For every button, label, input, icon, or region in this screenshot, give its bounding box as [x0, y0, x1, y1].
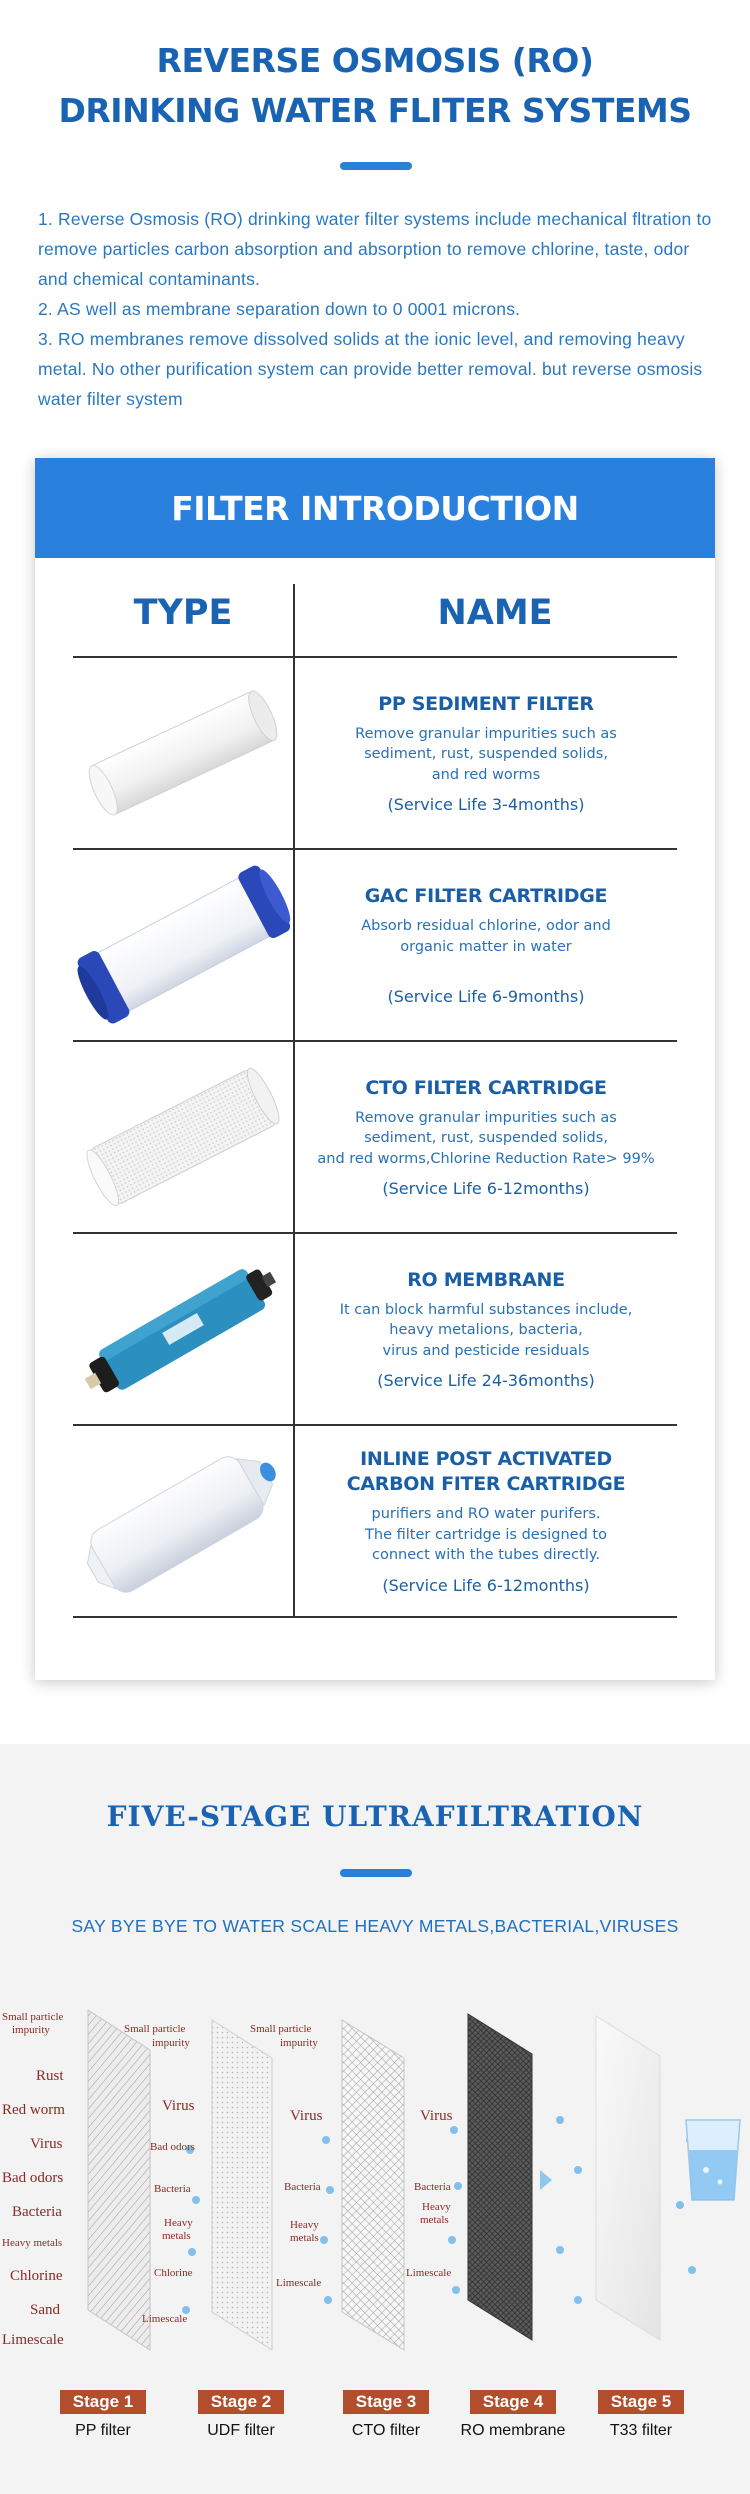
filter-introduction-header: FILTER INTRODUCTION: [35, 458, 715, 558]
filter-row-cto: [73, 1042, 677, 1232]
filter-description: Remove granular impurities such as sediment, rust, suspended solids, and red worms: [355, 725, 617, 783]
page-title: [0, 36, 750, 136]
impurity-label: metals: [420, 2214, 449, 2226]
impurity-label: Virus: [420, 2108, 453, 2124]
intro-point-2: 2. AS well as membrane separation down to 0 0001 microns.: [38, 299, 521, 319]
filter-name: GAC FILTER CARTRIDGE: [364, 885, 608, 907]
impurity-label: metals: [290, 2232, 319, 2244]
filter-info: [295, 658, 677, 848]
impurity-label: Bacteria: [414, 2181, 451, 2193]
five-stage-subtitle: SAY BYE BYE TO WATER SCALE HEAVY METALS,BACTERIAL,VIRUSES: [71, 1916, 679, 1936]
impurity-label: Bacteria: [284, 2181, 321, 2193]
stage-4-name: RO membrane: [460, 2422, 566, 2439]
filter-info: [295, 1234, 677, 1424]
filter-row-inline-carbon: [73, 1426, 677, 1616]
stage-3-badge: Stage 3: [343, 2390, 429, 2414]
impurity-label: Heavy: [164, 2217, 193, 2229]
impurity-label: Limescale: [406, 2267, 452, 2279]
inline-post-carbon-filter-icon: [73, 1426, 293, 1616]
pp-filter-cartridge-icon: [73, 658, 293, 848]
impurity-label: impurity: [152, 2037, 190, 2049]
impurity-label: Small particle: [124, 2023, 186, 2035]
stage-3-name: CTO filter: [351, 2422, 421, 2439]
stage-5-membrane: [596, 2016, 660, 2340]
intro-point-3: 3. RO membranes remove dissolved solids at the ionic level, and removing heavy metal. No other purification system can provide better removal. but reverse osmosis water filter system: [38, 329, 703, 409]
impurity-label: Virus: [30, 2136, 63, 2152]
filter-info: [295, 1426, 677, 1616]
flow-arrow-icon: [540, 2170, 552, 2190]
column-header-type: TYPE: [133, 593, 233, 633]
impurity-label: Heavy: [422, 2201, 451, 2213]
impurity-label: Limescale: [2, 2332, 64, 2348]
filter-description: Remove granular impurities such as sediment, rust, suspended solids, and red worms,Chlorine Reduction Rate> 99%: [317, 1109, 655, 1167]
stage-2-badge: Stage 2: [198, 2390, 284, 2414]
filter-info: [295, 1042, 677, 1232]
impurity-label: Bad odors: [2, 2170, 64, 2186]
filter-name: PP SEDIMENT FILTER: [378, 692, 594, 715]
impurity-label: Chlorine: [10, 2268, 63, 2284]
stage-5-name: T33 filter: [609, 2422, 673, 2439]
stage-4-membrane: [468, 2014, 532, 2340]
stage-4-badge: Stage 4: [470, 2390, 556, 2414]
filter-service-life: (Service Life 24-36months): [377, 1371, 595, 1391]
impurity-label: Limescale: [276, 2277, 322, 2289]
filter-name: INLINE POST ACTIVATED CARBON FITER CARTRIDGE: [346, 1448, 626, 1496]
row-divider: [73, 1616, 677, 1618]
filter-description: It can block harmful substances include, heavy metalions, bacteria, virus and pesticide residuals: [339, 1301, 633, 1359]
five-stage-title: FIVE-STAGE ULTRAFILTRATION: [106, 1800, 644, 1833]
filtration-stages-diagram: [0, 1990, 750, 2370]
five-stage-accent-bar: [340, 1869, 412, 1877]
impurity-label: impurity: [280, 2037, 318, 2049]
cto-filter-cartridge-icon: [73, 1042, 293, 1232]
filter-service-life: (Service Life 6-12months): [382, 1179, 590, 1199]
filter-service-life: (Service Life 3-4months): [387, 795, 585, 815]
impurity-label: Rust: [36, 2068, 64, 2084]
stage-5-badge: Stage 5: [598, 2390, 684, 2414]
filter-name: CTO FILTER CARTRIDGE: [365, 1076, 607, 1099]
stage-2-membrane: [212, 2020, 272, 2350]
column-header-name: NAME: [437, 593, 553, 633]
filter-description: Absorb residual chlorine, odor and organic matter in water: [361, 918, 611, 955]
gac-filter-cartridge-icon: [73, 850, 293, 1040]
intro-text: [38, 204, 718, 414]
impurity-label: Chlorine: [154, 2267, 193, 2279]
filter-info: [295, 850, 677, 1040]
filter-name: RO MEMBRANE: [407, 1268, 565, 1291]
impurity-label: Bad odors: [150, 2141, 195, 2153]
impurity-label: Heavy: [290, 2219, 319, 2231]
filter-row-gac: [73, 850, 677, 1040]
stage-1-membrane: [88, 2010, 150, 2350]
stage-3-membrane: [342, 2020, 404, 2350]
filter-service-life: (Service Life 6-12months): [382, 1575, 590, 1595]
filter-description: purifiers and RO water purifers. The filter cartridge is designed to connect with the tubes directly.: [365, 1506, 607, 1564]
stage-2-name: UDF filter: [207, 2422, 275, 2439]
water-glass-icon: [686, 2120, 740, 2200]
impurity-label: Limescale: [142, 2313, 188, 2325]
filter-introduction-card: [35, 458, 715, 1680]
impurity-label: Bacteria: [154, 2183, 191, 2195]
impurity-label: Bacteria: [12, 2204, 62, 2220]
filter-row-pp: [73, 658, 677, 848]
page-title-line-1: REVERSE OSMOSIS (RO): [156, 41, 594, 80]
filter-service-life: (Service Life 6-9months): [387, 987, 585, 1006]
ro-membrane-icon: [73, 1234, 293, 1424]
page-title-line-2: DRINKING WATER FLITER SYSTEMS: [58, 91, 692, 130]
filter-row-ro: [73, 1234, 677, 1424]
impurity-label: Heavy metals: [2, 2237, 63, 2249]
stage-1-badge: Stage 1: [60, 2390, 146, 2414]
stage-1-name: PP filter: [75, 2422, 131, 2439]
impurity-label: Virus: [290, 2108, 323, 2124]
impurity-label: Small particle: [2, 2011, 64, 2023]
intro-point-1: 1. Reverse Osmosis (RO) drinking water filter systems include mechanical fltration to remove particles carbon absorption and absorption to remove chlorine, taste, odor and chemical contaminants.: [38, 209, 712, 289]
title-accent-bar: [340, 162, 412, 170]
impurity-label: Small particle: [250, 2023, 312, 2035]
impurity-label: Sand: [30, 2302, 60, 2318]
impurity-label: Red worm: [2, 2102, 65, 2118]
impurity-label: metals: [162, 2230, 191, 2242]
impurity-label: impurity: [12, 2024, 50, 2036]
impurity-label: Virus: [162, 2098, 195, 2114]
